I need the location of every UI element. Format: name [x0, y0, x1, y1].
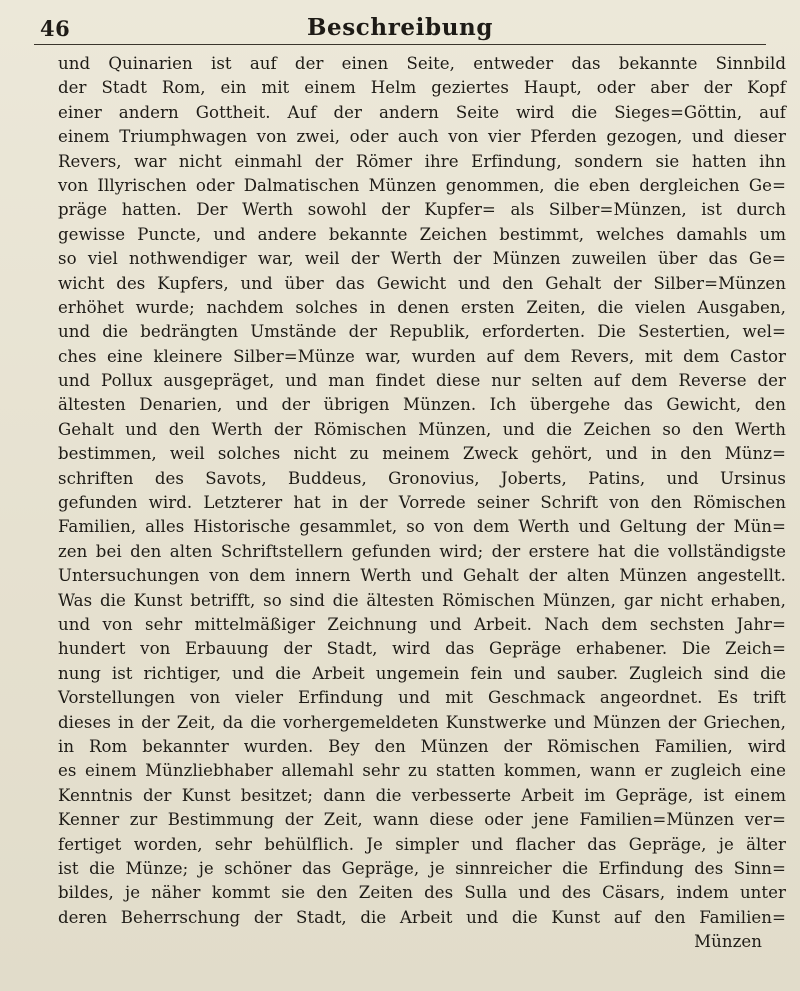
page-header	[40, 14, 760, 48]
text-line: deren Beherrschung der Stadt, die Arbeit und die Kunst auf den Familien=	[58, 907, 786, 927]
text-line: erhöhet wurde; nachdem solches in denen ersten Zeiten, die vielen Ausgaben,	[58, 297, 786, 317]
text-line: Gehalt und den Werth der Römischen Münzen, und die Zeichen so den Werth	[58, 419, 786, 439]
text-line: es einem Münzliebhaber allemahl sehr zu statten kommen, wann er zugleich eine	[58, 761, 786, 781]
text-line: bestimmen, weil solches nicht zu meinem Zweck gehört, und in den Münz=	[58, 444, 786, 464]
text-line: von Illyrischen oder Dalmatischen Münzen genommen, die eben dergleichen Ge=	[58, 175, 786, 195]
text-line: Vorstellungen von vieler Erfindung und mit Geschmack angeordnet. Es trift	[58, 688, 786, 708]
text-line: so viel nothwendiger war, weil der Werth der Münzen zuweilen über das Ge=	[58, 249, 786, 269]
text-line: Revers, war nicht einmahl der Römer ihre Erfindung, sondern sie hatten ihn	[58, 151, 786, 171]
text-line: gefunden wird. Letzterer hat in der Vorrede seiner Schrift von den Römischen	[58, 493, 786, 513]
text-line: wicht des Kupfers, und über das Gewicht und den Gehalt der Silber=Münzen	[58, 273, 786, 293]
text-line: ältesten Denarien, und der übrigen Münzen. Ich übergehe das Gewicht, den	[58, 395, 786, 415]
header-rule	[34, 44, 766, 45]
text-line: präge hatten. Der Werth sowohl der Kupfer= als Silber=Münzen, ist durch	[58, 200, 786, 220]
text-line: der Stadt Rom, ein mit einem Helm geziertes Haupt, oder aber der Kopf	[58, 78, 786, 98]
text-line: fertiget worden, sehr behülflich. Je simpler und flacher das Gepräge, je älter	[58, 834, 786, 854]
text-line: dieses in der Zeit, da die vorhergemeldeten Kunstwerke und Münzen der Griechen,	[58, 712, 786, 732]
text-line: zen bei den alten Schriftstellern gefunden wird; der erstere hat die vollständigste	[58, 541, 786, 561]
catchword: Münzen	[694, 932, 762, 952]
text-line: Familien, alles Historische gesammlet, so von dem Werth und Geltung der Mün=	[58, 517, 786, 537]
text-line: ches eine kleinere Silber=Münze war, wurden auf dem Revers, mit dem Castor	[58, 346, 786, 366]
text-line: bildes, je näher kommt sie den Zeiten des Sulla und des Cäsars, indem unter	[58, 883, 786, 903]
text-line: einer andern Gottheit. Auf der andern Seite wird die Sieges=Göttin, auf	[58, 102, 786, 122]
text-line: Was die Kunst betrifft, so sind die ältesten Römischen Münzen, gar nicht erhaben,	[58, 590, 786, 610]
text-line: hundert von Erbauung der Stadt, wird das Gepräge erhabener. Die Zeich=	[58, 639, 786, 659]
text-line: Untersuchungen von dem innern Werth und Gehalt der alten Münzen angestellt.	[58, 566, 786, 586]
page-number: 46	[40, 16, 71, 41]
text-line: in Rom bekannter wurden. Bey den Münzen der Römischen Familien, wird	[58, 736, 786, 756]
text-line: und die bedrängten Umstände der Republik, erforderten. Die Sestertien, wel=	[58, 322, 786, 342]
text-line: gewisse Puncte, und andere bekannte Zeichen bestimmt, welches damahls um	[58, 224, 786, 244]
text-line: und Pollux ausgepräget, und man findet diese nur selten auf dem Reverse der	[58, 371, 786, 391]
text-line: nung ist richtiger, und die Arbeit ungemein fein und sauber. Zugleich sind die	[58, 663, 786, 683]
body-text	[58, 52, 786, 954]
text-line: Kenntnis der Kunst besitzet; dann die verbesserte Arbeit im Gepräge, ist einem	[58, 785, 786, 805]
running-head: Beschreibung	[306, 14, 494, 41]
text-line: und von sehr mittelmäßiger Zeichnung und Arbeit. Nach dem sechsten Jahr=	[58, 614, 786, 634]
text-line: schriften des Savots, Buddeus, Gronovius, Joberts, Patins, und Ursinus	[58, 468, 786, 488]
text-line: Kenner zur Bestimmung der Zeit, wann diese oder jene Familien=Münzen ver=	[58, 810, 786, 830]
text-line: und Quinarien ist auf der einen Seite, entweder das bekannte Sinnbild	[58, 54, 786, 73]
text-line: ist die Münze; je schöner das Gepräge, je sinnreicher die Erfindung des Sinn=	[58, 858, 786, 878]
text-line: einem Triumphwagen von zwei, oder auch von vier Pferden gezogen, und dieser	[58, 127, 786, 147]
